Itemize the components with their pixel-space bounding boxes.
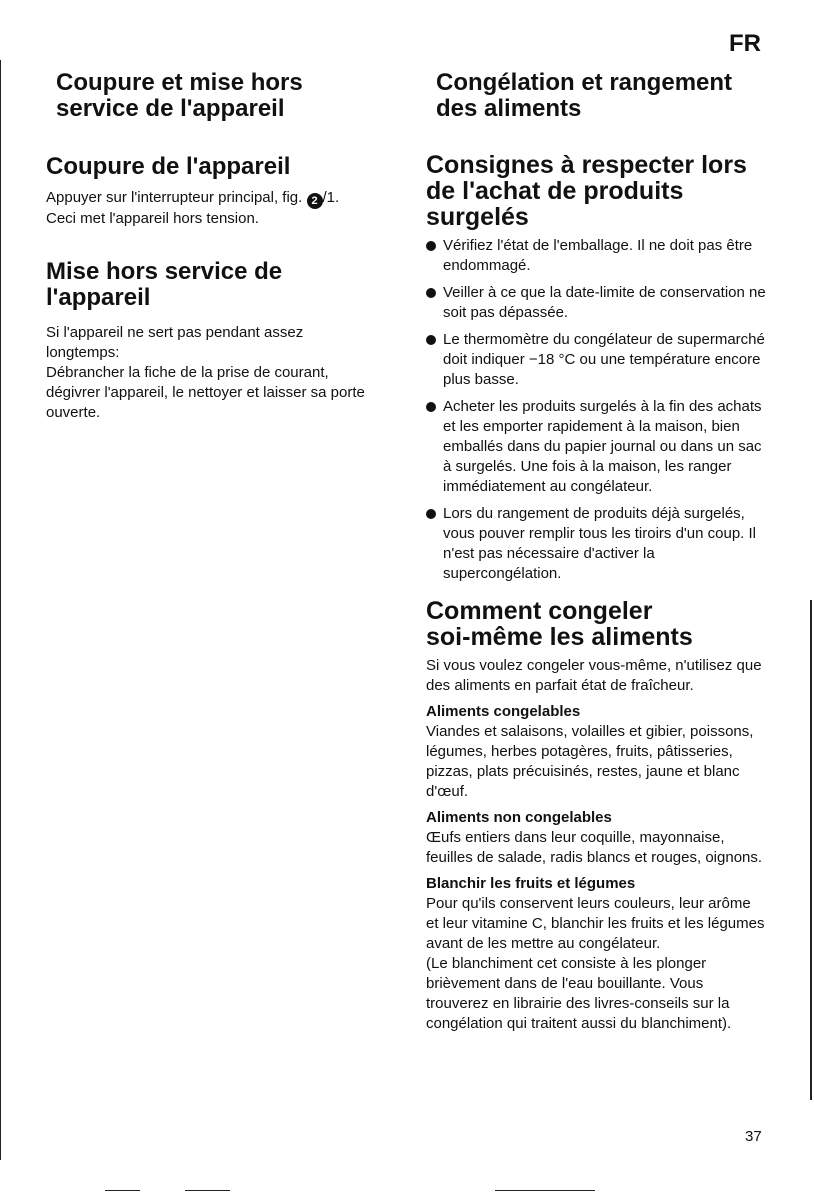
heading-comment-congeler xyxy=(426,598,766,650)
blanchir-text-2: (Le blanchiment cet consiste à les plonger brièvement dans de l'eau bouillante. Vous trouverez en librairie des livres-conseils sur la congélation qui traitent aussi du blanchiment). xyxy=(426,955,732,1032)
bullet-icon xyxy=(426,335,436,345)
consignes-list xyxy=(426,236,766,584)
comment-intro: Si vous voulez congeler vous-même, n'utilisez que des aliments en parfait état de fraîcheur. xyxy=(426,657,762,694)
list-item-text: Veiller à ce que la date-limite de conservation ne soit pas dépassée. xyxy=(443,284,766,321)
left-column xyxy=(46,70,391,423)
list-item-text: Acheter les produits surgelés à la fin des achats et les emporter rapidement à la maison, bien emballés dans du papier journal ou dans un sac à surgelés. Une fois à la maison, les ranger immédiatement au congélateur. xyxy=(443,398,762,495)
list-item xyxy=(426,283,766,323)
non-congelables-text: Œufs entiers dans leur coquille, mayonnaise, feuilles de salade, radis blancs et rouges, oignons. xyxy=(426,829,763,866)
section-title-line: Coupure et mise hors xyxy=(56,69,303,96)
heading-line: Consignes à respecter lors xyxy=(426,151,747,179)
coupure-fig-suffix: /1. xyxy=(322,189,340,206)
right-column xyxy=(426,70,766,1034)
page-number: 37 xyxy=(745,1128,762,1145)
subheading-non-congelables: Aliments non congelables xyxy=(426,809,612,826)
list-item xyxy=(426,236,766,276)
bullet-icon xyxy=(426,402,436,412)
heading-coupure-appareil: Coupure de l'appareil xyxy=(46,153,291,180)
section-title-congelation xyxy=(426,70,766,122)
list-item-text: Le thermomètre du congélateur de supermarché doit indiquer −18 °C ou une température encore plus basse. xyxy=(443,331,765,388)
list-item-text: Vérifiez l'état de l'emballage. Il ne doit pas être endommagé. xyxy=(443,237,753,274)
blanchir-text-1: Pour qu'ils conservent leurs couleurs, leur arôme et leur vitamine C, blanchir les fruits et les légumes avant de les mettre au congélateur. xyxy=(426,895,765,952)
section-title-line: service de l'appareil xyxy=(56,95,285,122)
subheading-congelables: Aliments congelables xyxy=(426,703,581,720)
scan-edge-left xyxy=(0,60,1,1160)
heading-line: surgelés xyxy=(426,203,529,231)
coupure-text: Appuyer sur l'interrupteur principal, fig. xyxy=(46,189,307,206)
heading-line: Comment congeler xyxy=(426,597,653,625)
bullet-icon xyxy=(426,241,436,251)
scan-edge-right xyxy=(810,600,812,1100)
list-item-text: Lors du rangement de produits déjà surgelés, vous pouver remplir tous les tiroirs d'un coup. Il n'est pas nécessaire d'activer la supercongélation. xyxy=(443,505,757,582)
list-item xyxy=(426,504,766,584)
section-title-coupure xyxy=(46,70,391,122)
bullet-icon xyxy=(426,288,436,298)
list-item xyxy=(426,330,766,390)
bullet-icon xyxy=(426,509,436,519)
coupure-paragraph xyxy=(46,188,391,229)
heading-consignes xyxy=(426,152,766,230)
section-title-line: des aliments xyxy=(436,95,582,122)
section-title-line: Congélation et rangement xyxy=(436,69,733,96)
subheading-blanchir: Blanchir les fruits et légumes xyxy=(426,875,636,892)
heading-mise-hors-service xyxy=(46,259,391,311)
language-tag: FR xyxy=(729,30,761,57)
heading-line: soi-même les aliments xyxy=(426,623,693,651)
congelables-text: Viandes et salaisons, volailles et gibier, poissons, légumes, herbes potagères, fruits, pâtisseries, pizzas, plats précuisinés, restes, jaune et blanc d'œuf. xyxy=(426,723,754,800)
coupure-text-line2: Ceci met l'appareil hors tension. xyxy=(46,210,259,227)
heading-line: l'appareil xyxy=(46,284,151,311)
list-item xyxy=(426,397,766,497)
figure-number-badge: 2 xyxy=(307,193,323,209)
heading-line: de l'achat de produits xyxy=(426,177,684,205)
scan-rule xyxy=(105,1190,140,1191)
mise-text-2: Débrancher la fiche de la prise de courant, dégivrer l'appareil, le nettoyer et laisser sa porte ouverte. xyxy=(46,364,365,421)
scan-rule xyxy=(185,1190,230,1191)
scan-rule xyxy=(495,1190,595,1191)
heading-line: Mise hors service de xyxy=(46,258,283,285)
mise-text-1: Si l'appareil ne sert pas pendant assez longtemps: xyxy=(46,324,304,361)
